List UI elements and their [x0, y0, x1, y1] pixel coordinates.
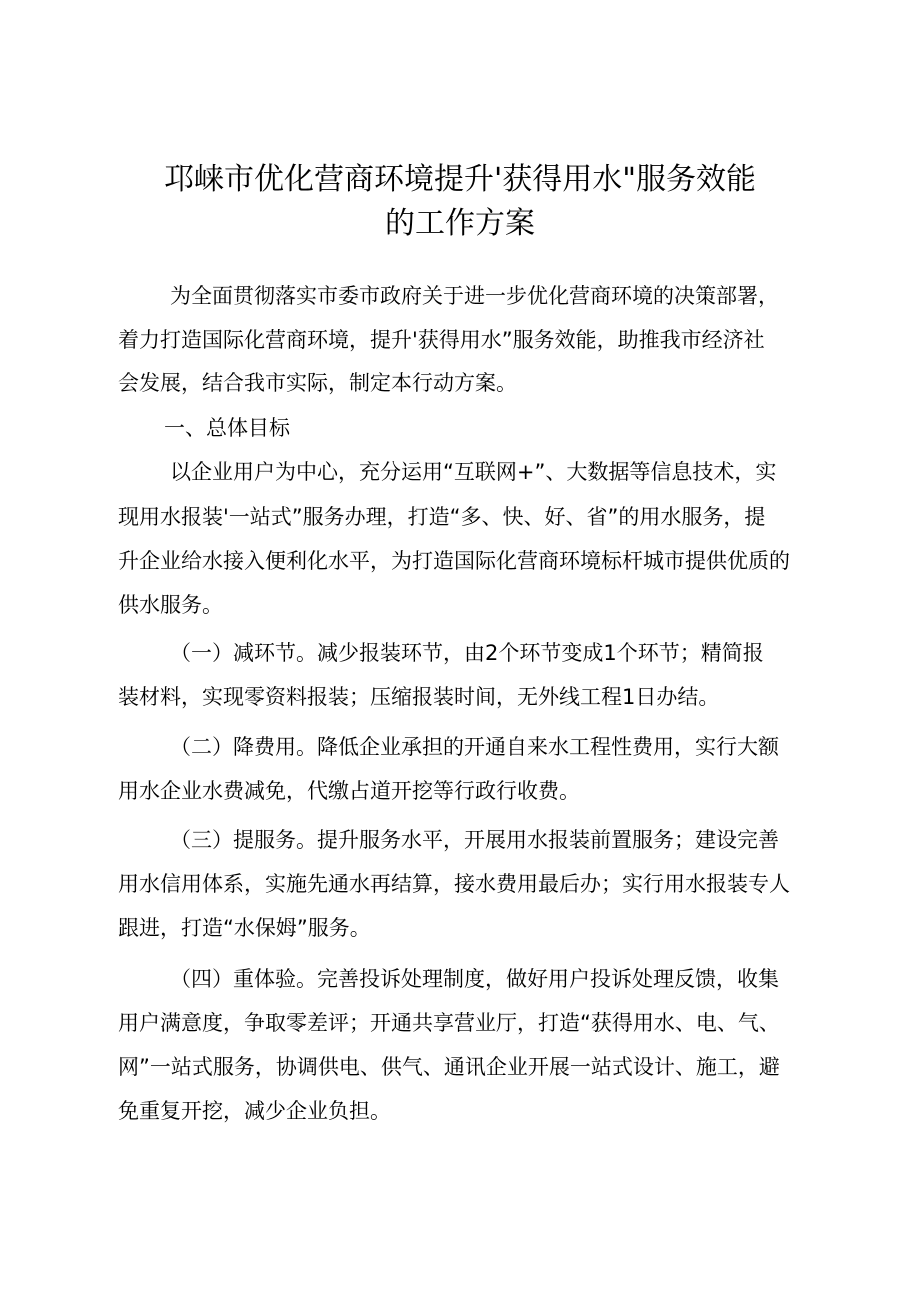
- item1-line-1: （一）减环节。减少报装环节，由2个环节变成1个环节；精简报: [170, 641, 764, 665]
- goal-line-2: 现用水报装'一站式”服务办理，打造“多、快、好、省”的用水服务，提: [118, 505, 766, 529]
- item3-line-3: 跟进，打造“水保姆”服务。: [118, 916, 371, 940]
- item2-line-1: （二）降费用。降低企业承担的开通自来水工程性费用，实行大额: [170, 735, 779, 759]
- item4-line-4: 免重复开挖，减少企业负担。: [118, 1099, 391, 1123]
- goal-line-4: 供水服务。: [118, 593, 223, 617]
- section-heading-1: 一、总体目标: [164, 416, 290, 440]
- goal-line-1: 以企业用户为中心，充分运用“互联网+”、大数据等信息技术，实: [170, 460, 777, 484]
- item4-line-3: 网”一站式服务，协调供电、供气、通讯企业开展一站式设计、施工，避: [118, 1055, 780, 1079]
- intro-line-1: 为全面贯彻落实市委市政府关于进一步优化营商环境的决策部署，: [170, 284, 779, 308]
- item4-line-1: （四）重体验。完善投诉处理制度，做好用户投诉处理反馈，收集: [170, 967, 779, 991]
- intro-line-3: 会发展，结合我市实际，制定本行动方案。: [118, 371, 517, 395]
- goal-line-3: 升企业给水接入便利化水平，为打造国际化营商环境标杆城市提供优质的: [118, 549, 790, 573]
- intro-line-2: 着力打造国际化营商环境，提升'获得用水”服务效能，助推我市经济社: [118, 328, 765, 352]
- document-title-line1: 邛崃市优化营商环境提升'获得用水"服务效能: [163, 162, 757, 197]
- document-title-line2: 的工作方案: [385, 206, 535, 241]
- item4-line-2: 用户满意度，争取零差评；开通共享营业厅，打造“获得用水、电、气、: [118, 1011, 780, 1035]
- item3-line-2: 用水信用体系，实施先通水再结算，接水费用最后办；实行用水报装专人: [118, 872, 790, 896]
- item1-line-2: 装材料，实现零资料报装；压缩报装时间，无外线工程1日办结。: [118, 685, 720, 709]
- item3-line-1: （三）提服务。提升服务水平，开展用水报装前置服务；建设完善: [170, 828, 779, 852]
- item2-line-2: 用水企业水费减免，代缴占道开挖等行政行收费。: [118, 779, 580, 803]
